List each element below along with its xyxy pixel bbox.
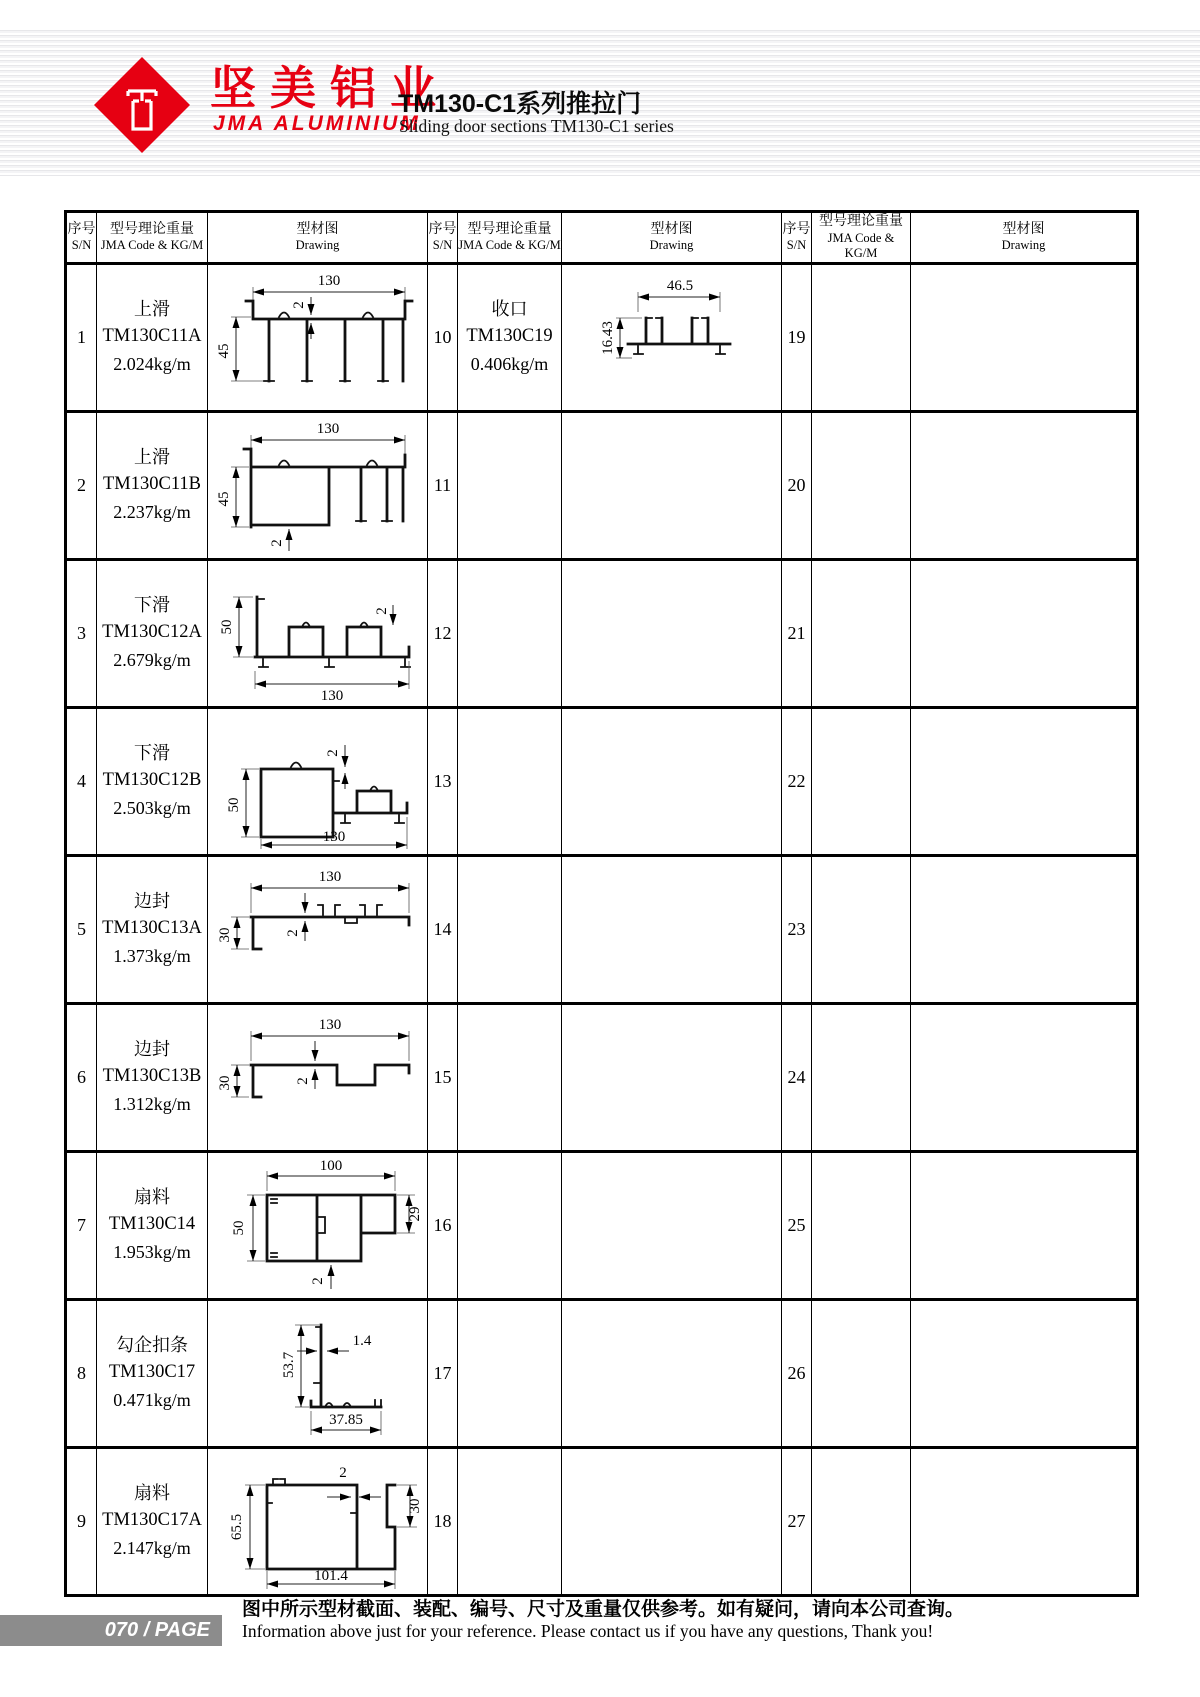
sn-cell: 26 xyxy=(782,1299,812,1447)
drawing-cell xyxy=(208,1447,428,1595)
sn-cell: 15 xyxy=(428,1003,458,1151)
code-cell xyxy=(97,1003,208,1151)
dim-label: 130 xyxy=(317,273,340,290)
sn-cell: 17 xyxy=(428,1299,458,1447)
sn-cell: 3 xyxy=(66,559,97,707)
profile-weight: 2.024kg/m xyxy=(113,354,191,375)
sn-cell: 25 xyxy=(782,1151,812,1299)
sn-cell: 13 xyxy=(428,707,458,855)
dim-label: 2 xyxy=(290,301,307,309)
drawing-cell xyxy=(911,411,1138,559)
table-row xyxy=(66,707,1138,855)
drawing-cell xyxy=(208,707,428,855)
dim-label: 16.43 xyxy=(599,321,616,356)
sn-cell: 11 xyxy=(428,411,458,559)
sn-cell: 24 xyxy=(782,1003,812,1151)
sn-cell: 12 xyxy=(428,559,458,707)
dim-label: 50 xyxy=(230,1220,247,1236)
profile-drawing-TM130C17 xyxy=(209,1303,427,1443)
page-title-cn: TM130-C1系列推拉门 xyxy=(398,90,642,118)
drawing-cell xyxy=(562,707,782,855)
dim-label: 130 xyxy=(322,829,345,846)
dim-label: 2 xyxy=(373,607,390,615)
drawing-cell xyxy=(208,559,428,707)
drawing-cell xyxy=(911,1151,1138,1299)
sn-cell: 6 xyxy=(66,1003,97,1151)
sn-cell: 20 xyxy=(782,411,812,559)
profile-name: 勾企扣条 xyxy=(116,1335,188,1356)
header-drawing: 型材图 Drawing xyxy=(208,212,428,264)
sn-cell: 19 xyxy=(782,263,812,411)
drawing-cell xyxy=(911,707,1138,855)
header-code: 型号理论重量 JMA Code & KG/M xyxy=(458,212,562,264)
profile-weight: 0.406kg/m xyxy=(470,354,549,375)
profile-code: TM130C12A xyxy=(102,622,202,643)
sn-cell: 23 xyxy=(782,855,812,1003)
code-cell xyxy=(458,1003,562,1151)
brand-name-cn: 坚美铝业 xyxy=(210,62,450,114)
profile-code: TM130C17A xyxy=(102,1510,202,1531)
profile-name: 扇料 xyxy=(134,1483,170,1504)
header-code: 型号理论重量 JMA Code & KG/M xyxy=(812,212,911,264)
dim-label: 1.4 xyxy=(352,1333,371,1350)
sn-cell: 22 xyxy=(782,707,812,855)
dim-label: 37.85 xyxy=(328,1412,363,1429)
footer-note-en: Information above just for your reference. Please contact us if you have any questions, Thank you! xyxy=(242,1621,934,1641)
profile-name: 下滑 xyxy=(134,595,170,616)
sn-cell: 5 xyxy=(66,855,97,1003)
profile-table xyxy=(64,210,1139,1597)
code-cell xyxy=(812,855,911,1003)
code-cell xyxy=(812,1447,911,1595)
code-cell xyxy=(812,1003,911,1151)
code-cell xyxy=(97,411,208,559)
sn-cell: 27 xyxy=(782,1447,812,1595)
profile-weight: 2.679kg/m xyxy=(113,650,191,671)
dim-label: 50 xyxy=(218,619,235,635)
drawing-cell xyxy=(562,1151,782,1299)
profile-weight: 2.147kg/m xyxy=(113,1538,191,1559)
profile-drawing-TM130C14 xyxy=(209,1155,427,1295)
drawing-cell xyxy=(562,1299,782,1447)
profile-name: 边封 xyxy=(134,1039,170,1060)
drawing-cell xyxy=(208,411,428,559)
table-row xyxy=(66,1003,1138,1151)
profile-name: 上滑 xyxy=(134,447,170,468)
drawing-cell xyxy=(562,559,782,707)
profile-code: TM130C11B xyxy=(103,474,201,495)
sn-cell: 10 xyxy=(428,263,458,411)
dim-label: 2 xyxy=(294,1077,311,1085)
dim-label: 130 xyxy=(316,421,339,438)
sn-cell: 2 xyxy=(66,411,97,559)
page-title-en: Sliding door sections TM130-C1 series xyxy=(399,116,674,136)
profile-drawing-TM130C13B xyxy=(209,1007,427,1147)
table-row xyxy=(66,1447,1138,1595)
header-drawing: 型材图 Drawing xyxy=(562,212,782,264)
profile-drawing-TM130C13A xyxy=(209,859,427,999)
code-cell xyxy=(97,1447,208,1595)
page-number-badge: 070 / PAGE xyxy=(0,1615,222,1646)
header-sn: 序号 S/N xyxy=(782,212,812,264)
dim-label: 130 xyxy=(318,1017,341,1034)
drawing-cell xyxy=(208,263,428,411)
dim-label: 30 xyxy=(216,927,233,943)
drawing-cell xyxy=(208,1299,428,1447)
dim-label: 53.7 xyxy=(280,1352,297,1379)
code-cell xyxy=(458,1151,562,1299)
profile-drawing-TM130C12B xyxy=(209,711,427,851)
sn-cell: 7 xyxy=(66,1151,97,1299)
sn-cell: 18 xyxy=(428,1447,458,1595)
profile-name: 下滑 xyxy=(134,743,170,764)
dim-label: 45 xyxy=(215,343,232,359)
dim-label: 2 xyxy=(324,749,341,757)
code-cell xyxy=(812,559,911,707)
table-row xyxy=(66,559,1138,707)
profile-drawing-TM130C12A xyxy=(209,563,427,703)
dim-label: 2 xyxy=(309,1277,326,1285)
header-sn: 序号 S/N xyxy=(428,212,458,264)
profile-weight: 2.237kg/m xyxy=(113,502,191,523)
dim-label: 46.5 xyxy=(666,278,693,295)
brand-name-en: JMA ALUMINIUM xyxy=(213,112,421,135)
code-cell xyxy=(812,411,911,559)
drawing-cell xyxy=(911,1447,1138,1595)
code-cell xyxy=(458,855,562,1003)
dim-label: 130 xyxy=(320,688,343,704)
dim-label: 2 xyxy=(338,1465,347,1482)
profile-drawing-TM130C19 xyxy=(572,272,772,402)
profile-weight: 1.953kg/m xyxy=(113,1242,191,1263)
code-cell xyxy=(97,559,208,707)
code-cell xyxy=(812,707,911,855)
sn-cell: 14 xyxy=(428,855,458,1003)
drawing-cell xyxy=(208,1003,428,1151)
code-cell xyxy=(97,1299,208,1447)
code-cell xyxy=(458,707,562,855)
drawing-cell xyxy=(562,1003,782,1151)
profile-code: TM130C13B xyxy=(102,1066,202,1087)
table-row xyxy=(66,411,1138,559)
sn-cell: 21 xyxy=(782,559,812,707)
sn-cell: 9 xyxy=(66,1447,97,1595)
profile-name: 上滑 xyxy=(134,299,170,320)
dim-label: 2 xyxy=(268,539,285,547)
profile-name: 收口 xyxy=(491,299,528,320)
drawing-cell xyxy=(911,559,1138,707)
code-cell xyxy=(458,411,562,559)
drawing-cell xyxy=(562,411,782,559)
code-cell xyxy=(458,263,562,411)
dim-label: 65.5 xyxy=(228,1514,245,1541)
drawing-cell xyxy=(911,263,1138,411)
profile-weight: 1.373kg/m xyxy=(113,946,191,967)
profile-code: TM130C19 xyxy=(466,326,553,347)
sn-cell: 16 xyxy=(428,1151,458,1299)
drawing-cell xyxy=(562,855,782,1003)
sn-cell: 8 xyxy=(66,1299,97,1447)
drawing-cell xyxy=(911,1299,1138,1447)
drawing-cell xyxy=(208,1151,428,1299)
code-cell xyxy=(97,263,208,411)
code-cell xyxy=(458,559,562,707)
dim-label: 45 xyxy=(215,491,232,507)
drawing-cell xyxy=(562,263,782,411)
drawing-cell xyxy=(562,1447,782,1595)
code-cell xyxy=(458,1447,562,1595)
header-code: 型号理论重量 JMA Code & KG/M xyxy=(97,212,208,264)
table-row xyxy=(66,1299,1138,1447)
profile-name: 扇料 xyxy=(134,1187,170,1208)
table-row xyxy=(66,1151,1138,1299)
profile-drawing-TM130C11A xyxy=(209,267,427,407)
profile-weight: 2.503kg/m xyxy=(113,798,191,819)
code-cell xyxy=(812,1299,911,1447)
drawing-cell xyxy=(911,855,1138,1003)
table-header-row xyxy=(66,212,1138,264)
profile-code: TM130C13A xyxy=(102,918,202,939)
code-cell xyxy=(97,707,208,855)
header-sn: 序号 S/N xyxy=(66,212,97,264)
dim-label: 2 xyxy=(284,929,301,937)
table-row xyxy=(66,263,1138,411)
profile-weight: 1.312kg/m xyxy=(113,1094,191,1115)
dim-label: 30 xyxy=(406,1498,423,1514)
code-cell xyxy=(458,1299,562,1447)
dim-label: 130 xyxy=(318,869,341,886)
dim-label: 101.4 xyxy=(313,1568,348,1585)
drawing-cell xyxy=(911,1003,1138,1151)
dim-label: 30 xyxy=(216,1075,233,1091)
profile-weight: 0.471kg/m xyxy=(113,1390,191,1411)
drawing-cell xyxy=(208,855,428,1003)
header-drawing: 型材图 Drawing xyxy=(911,212,1138,264)
dim-label: 50 xyxy=(225,797,242,813)
profile-drawing-TM130C11B xyxy=(209,415,427,555)
profile-drawing-TM130C17A xyxy=(209,1451,427,1591)
code-cell xyxy=(97,1151,208,1299)
code-cell xyxy=(812,263,911,411)
dim-label: 29 xyxy=(406,1206,423,1222)
code-cell xyxy=(812,1151,911,1299)
table-row xyxy=(66,855,1138,1003)
dim-label: 100 xyxy=(319,1158,342,1175)
sn-cell: 4 xyxy=(66,707,97,855)
profile-code: TM130C11A xyxy=(102,326,202,347)
jma-logo-icon xyxy=(92,55,192,155)
footer-note-cn: 图中所示型材截面、装配、编号、尺寸及重量仅供参考。如有疑问，请向本公司查询。 xyxy=(242,1599,965,1620)
profile-name: 边封 xyxy=(134,891,170,912)
profile-code: TM130C12B xyxy=(102,770,202,791)
profile-code: TM130C17 xyxy=(108,1362,196,1383)
profile-code: TM130C14 xyxy=(108,1214,196,1235)
code-cell xyxy=(97,855,208,1003)
sn-cell: 1 xyxy=(66,263,97,411)
